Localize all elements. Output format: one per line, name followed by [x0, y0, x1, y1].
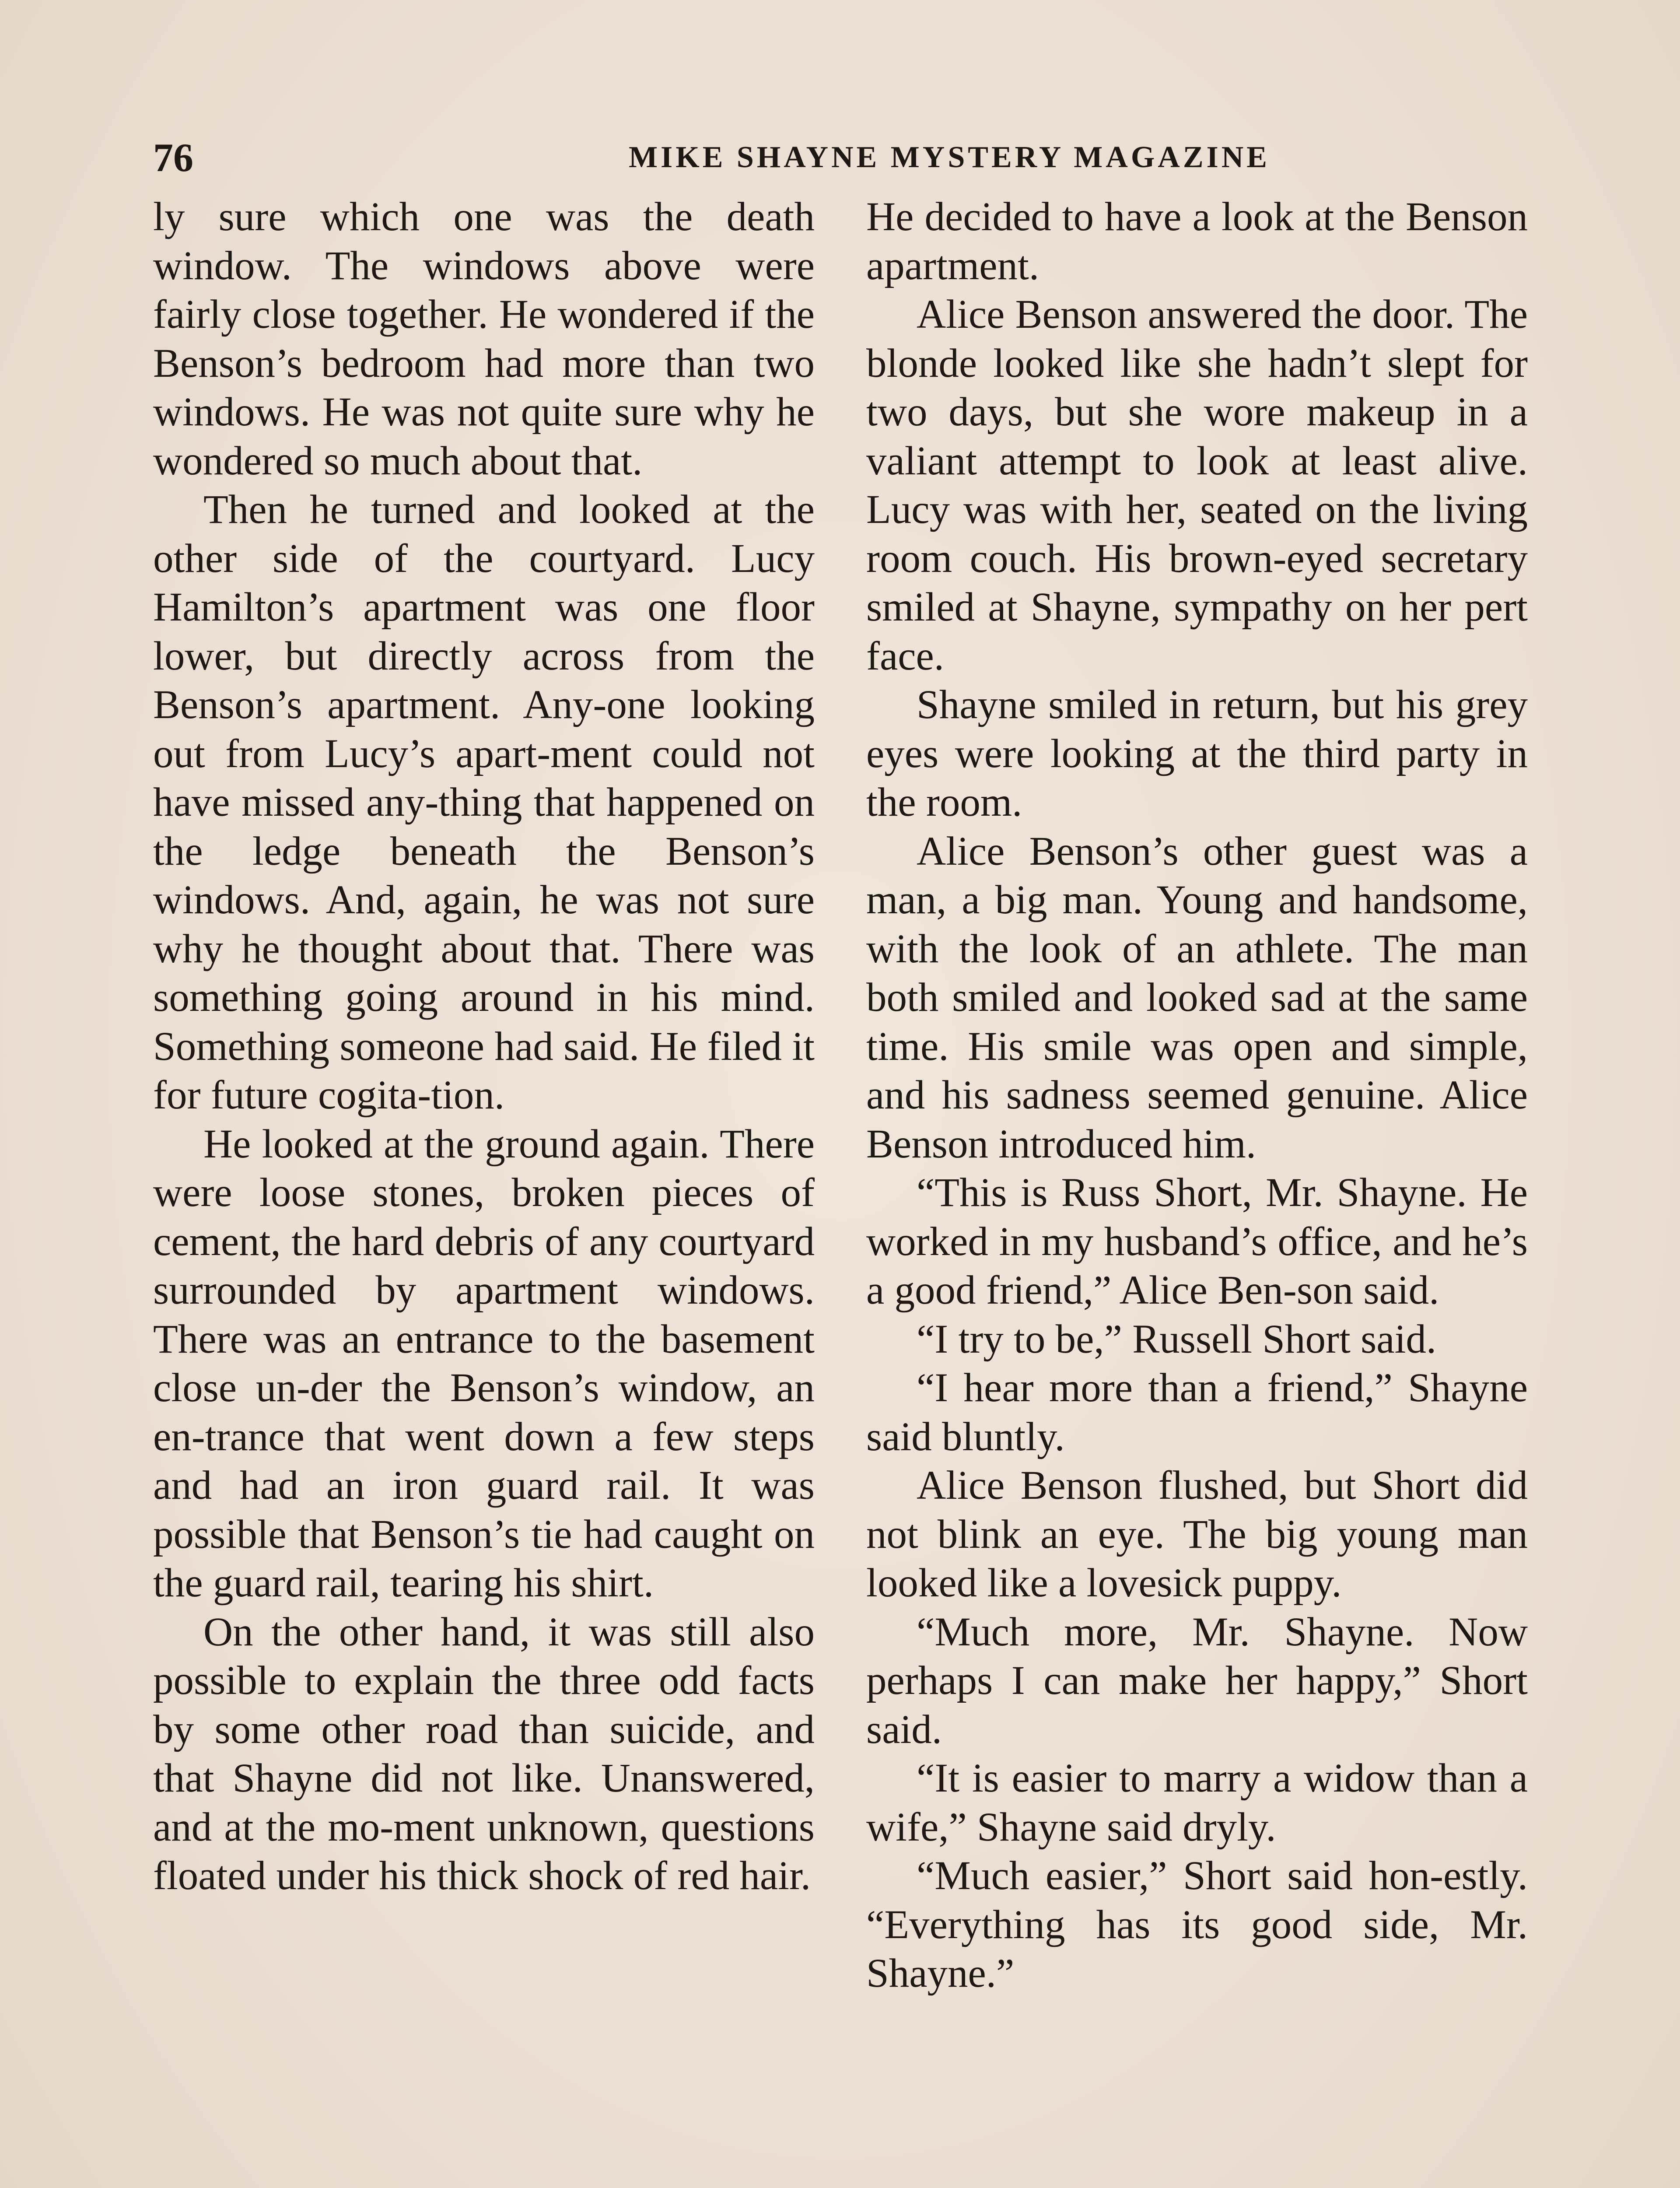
paragraph: Shayne smiled in return, but his grey eyes were looking at the third party in the room.: [866, 682, 1528, 825]
paragraph: Alice Benson’s other guest was a man, a big man. Young and handsome, with the look of an athlete. The man both smiled and looked sad at the same time. His smile was open and simple, and his sadness seemed genuine. Alice Benson introduced him.: [866, 828, 1528, 1167]
paragraph: He decided to have a look at the Benson apartment.: [866, 194, 1528, 288]
right-text-column: [866, 193, 1528, 1998]
paragraph: ly sure which one was the death window. The windows above were fairly close together. He wondered if the Benson’s bedroom had more than two windows. He was not quite sure why he wondered so much about that.: [153, 194, 815, 484]
paragraph: “Much easier,” Short said hon-estly. “Everything has its good side, Mr. Shayne.”: [866, 1853, 1528, 1996]
paragraph: Alice Benson answered the door. The blonde looked like she hadn’t slept for two days, but she wore makeup in a valiant attempt to look at least alive. Lucy was with her, seated on the living room couch. His brown-eyed secretary smiled at Shayne, sympathy on her pert face.: [866, 292, 1528, 679]
paragraph: Alice Benson flushed, but Short did not blink an eye. The big young man looked like a lovesick puppy.: [866, 1463, 1528, 1606]
paragraph: “Much more, Mr. Shayne. Now perhaps I can make her happy,” Short said.: [866, 1609, 1528, 1752]
left-text-column: [153, 193, 815, 1900]
paragraph: He looked at the ground again. There were loose stones, broken pieces of cement, the hard debris of any courtyard surrounded by apartment windows. There was an entrance to the basement close un-der the Benson’s window, an en-trance that went down a few steps and had an iron guard rail. It was possible that Benson’s tie had caught on the guard rail, tearing his shirt.: [153, 1121, 815, 1606]
page-header: [153, 131, 1527, 184]
page-number: 76: [153, 135, 193, 180]
paragraph: Then he turned and looked at the other side of the courtyard. Lucy Hamilton’s apartment was one floor lower, but directly across from the Benson’s apartment. Any-one looking out from Lucy’s apart-ment could not have missed any-thing that happened on the ledge beneath the Benson’s windows. And, again, he was not sure why he thought about that. There was something going around in his mind. Something someone had said. He filed it for future cogita-tion.: [153, 487, 815, 1118]
paragraph: “I try to be,” Russell Short said.: [917, 1316, 1437, 1362]
running-title: MIKE SHAYNE MYSTERY MAGAZINE: [628, 140, 1270, 174]
paragraph: “I hear more than a friend,” Shayne said bluntly.: [866, 1365, 1528, 1459]
paragraph: On the other hand, it was still also possible to explain the three odd facts by some other road than suicide, and that Shayne did not like. Unanswered, and at the mo-ment unknown, questions floated under his thick shock of red hair.: [153, 1609, 815, 1898]
paragraph: “This is Russ Short, Mr. Shayne. He worked in my husband’s office, and he’s a good friend,” Alice Ben-son said.: [866, 1170, 1528, 1313]
paragraph: “It is easier to marry a widow than a wife,” Shayne said dryly.: [866, 1756, 1528, 1850]
